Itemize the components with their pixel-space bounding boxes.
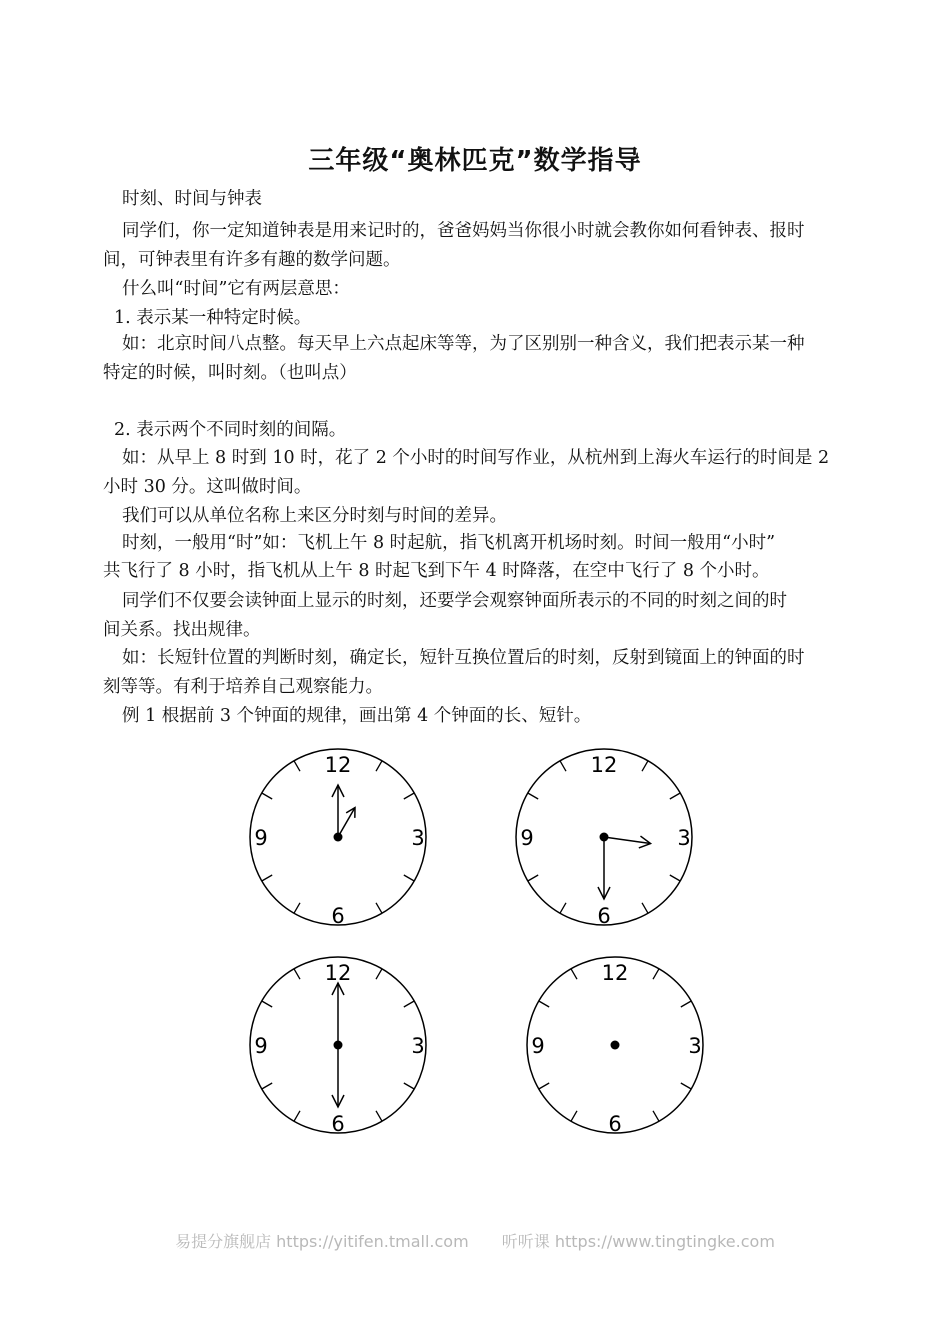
center-dot [334, 1041, 343, 1050]
paragraph-line: 同学们，你一定知道钟表是用来记时的，爸爸妈妈当你很小时就会教你如何看钟表、报时 [122, 221, 805, 241]
section-heading: 时刻、时间与钟表 [122, 189, 262, 209]
clock-svg [513, 746, 695, 928]
paragraph-line: 我们可以从单位名称上来区分时刻与时间的差异。 [122, 506, 507, 526]
tick-mark [528, 793, 538, 799]
clock-svg [247, 954, 429, 1136]
tick-mark [681, 1001, 691, 1007]
numeral-9: 9 [254, 1034, 268, 1058]
hour-hand [603, 831, 651, 849]
center-dot [611, 1041, 620, 1050]
paragraph-line: 如：北京时间八点整。每天早上六点起床等等，为了区别别一种含义，我们把表示某一种 [122, 334, 805, 354]
center-dot [600, 833, 609, 842]
numeral-12: 12 [590, 753, 618, 777]
numeral-3: 3 [677, 826, 691, 850]
tick-mark [294, 969, 300, 979]
tick-mark [294, 1111, 300, 1121]
paragraph-line: 同学们不仅要会读钟面上显示的时刻，还要学会观察钟面所表示的不同的时刻之间的时 [122, 591, 787, 611]
footer-link-right[interactable]: 听听课 https://www.tingtingke.com [501, 1232, 775, 1251]
numeral-12: 12 [324, 753, 352, 777]
footer-link-left[interactable]: 易提分旗舰店 https://yitifen.tmall.com [175, 1232, 469, 1251]
tick-mark [262, 1083, 272, 1089]
footer-watermark [0, 1229, 950, 1252]
minute-hand [332, 1045, 344, 1107]
tick-mark [294, 903, 300, 913]
tick-mark [404, 1083, 414, 1089]
tick-mark [404, 875, 414, 881]
tick-mark [376, 903, 382, 913]
numeral-3: 3 [411, 1034, 425, 1058]
tick-mark [376, 761, 382, 771]
tick-mark [681, 1083, 691, 1089]
tick-mark [262, 1001, 272, 1007]
list-item: 2. 表示两个不同时刻的间隔。 [114, 420, 347, 440]
numeral-6: 6 [331, 904, 345, 928]
numeral-3: 3 [411, 826, 425, 850]
tick-mark [404, 1001, 414, 1007]
tick-mark [560, 761, 566, 771]
tick-mark [571, 1111, 577, 1121]
tick-mark [642, 761, 648, 771]
paragraph-line: 什么叫“时间”它有两层意思： [122, 279, 350, 299]
clock-face-1 [247, 746, 429, 928]
tick-mark [670, 793, 680, 799]
list-item: 1. 表示某一种特定时候。 [114, 308, 312, 328]
tick-mark [404, 793, 414, 799]
example-heading: 例 1 根据前 3 个钟面的规律，画出第 4 个钟面的长、短针。 [122, 706, 592, 726]
paragraph-line: 间关系。找出规律。 [103, 620, 261, 640]
numeral-12: 12 [601, 961, 629, 985]
paragraph-line: 如：长短针位置的判断时刻，确定长，短针互换位置后的时刻，反射到镜面上的钟面的时 [122, 648, 805, 668]
numeral-9: 9 [531, 1034, 545, 1058]
tick-mark [653, 969, 659, 979]
tick-mark [376, 1111, 382, 1121]
hour-hand [332, 983, 344, 1045]
paragraph-line: 如：从早上 8 时到 10 时，花了 2 个小时的时间写作业，从杭州到上海火车运行的时间是 2 [122, 448, 830, 468]
numeral-12: 12 [324, 961, 352, 985]
numeral-6: 6 [608, 1112, 622, 1136]
tick-mark [294, 761, 300, 771]
tick-mark [262, 875, 272, 881]
paragraph-line: 特定的时候，叫时刻。（也叫点） [103, 363, 357, 383]
clock-svg [524, 954, 706, 1136]
tick-mark [653, 1111, 659, 1121]
tick-mark [642, 903, 648, 913]
paragraph-line: 共飞行了 8 小时，指飞机从上午 8 时起飞到下午 4 时降落，在空中飞行了 8 个小时。 [103, 561, 770, 581]
tick-mark [528, 875, 538, 881]
numeral-6: 6 [331, 1112, 345, 1136]
center-dot [334, 833, 343, 842]
tick-mark [670, 875, 680, 881]
tick-mark [539, 1083, 549, 1089]
paragraph-line: 小时 30 分。这叫做时间。 [103, 477, 312, 497]
minute-hand [598, 837, 610, 899]
page-title: 三年级“奥林匹克”数学指导 [308, 146, 642, 176]
paragraph-line: 刻等等。有利于培养自己观察能力。 [103, 677, 383, 697]
clock-face-4 [524, 954, 706, 1136]
tick-mark [560, 903, 566, 913]
tick-mark [376, 969, 382, 979]
paragraph-line: 间，可钟表里有许多有趣的数学问题。 [103, 250, 401, 270]
clock-svg [247, 746, 429, 928]
clock-face-2 [513, 746, 695, 928]
tick-mark [262, 793, 272, 799]
paragraph-line: 时刻，一般用“时”如：飞机上午 8 时起航，指飞机离开机场时刻。时间一般用“小时” [122, 533, 776, 553]
numeral-3: 3 [688, 1034, 702, 1058]
numeral-6: 6 [597, 904, 611, 928]
tick-mark [539, 1001, 549, 1007]
numeral-9: 9 [254, 826, 268, 850]
numeral-9: 9 [520, 826, 534, 850]
tick-mark [571, 969, 577, 979]
clock-face-3 [247, 954, 429, 1136]
